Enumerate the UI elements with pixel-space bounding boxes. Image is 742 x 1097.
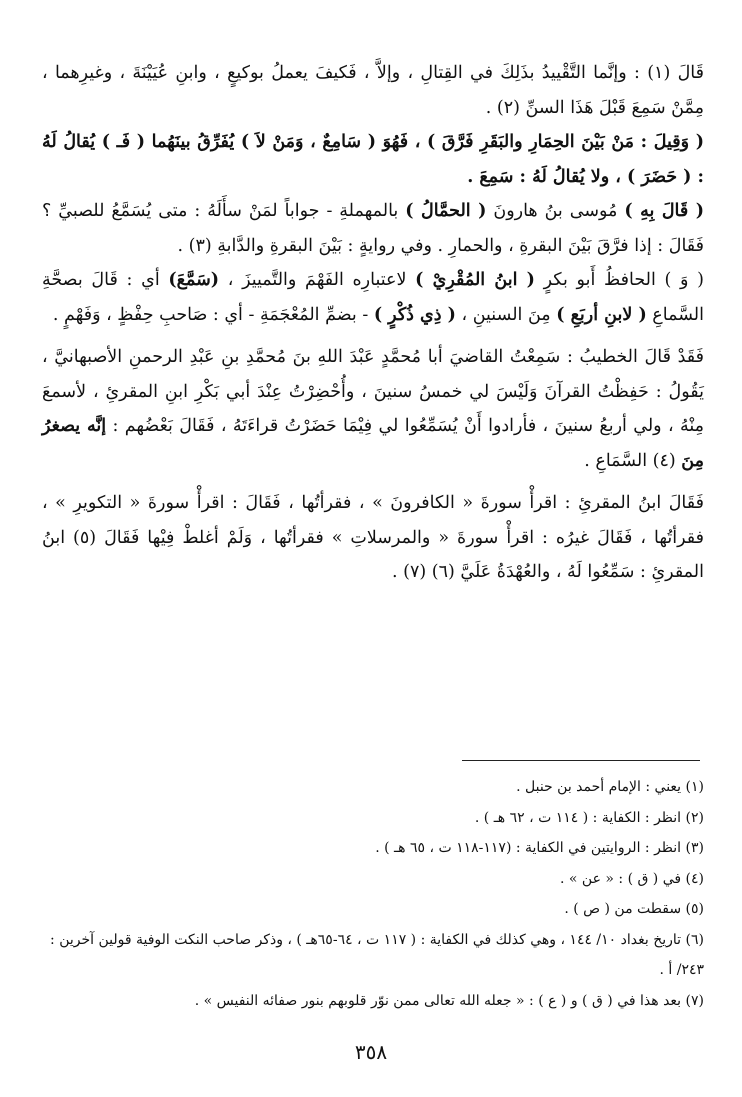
text-segment: (٤) السَّمَاعِ . [584, 450, 682, 471]
text-segment: أي : قَالَ بصحَّةِ السَّماعِ [42, 270, 704, 325]
text-segment: - بضمِّ المُعْجَمَةِ - أي : صَاحبِ حِفْظٍ ، وَفَهْمٍ . [52, 304, 374, 325]
paragraph-qala-bihi [42, 194, 704, 263]
text-segment: مُوسى بنُ هارونَ [486, 201, 625, 221]
paragraph-al-khatib [42, 340, 704, 478]
paragraph-wa-qila [42, 125, 704, 194]
text-segment: ( ذِي ذُكْرٍ ) [373, 304, 456, 325]
text-segment: (سَمَّعَ) [168, 270, 220, 290]
text-segment: ( وَقِيلَ : مَنْ بَيْنَ الحِمَارِ والبَقَرِ فَرَّقَ ) ، فَهُوَ ( سَامِعٌ ، وَمَنْ لاَ ) يُفَرِّقُ بينَهُما ( فَـ ) يُقالُ لَهُ : ( حَضَرَ ) ، ولا يُقالُ لَهُ : سَمِعَ . [42, 132, 704, 187]
footnote-7: (٧) بعد هذا في ( ق ) و ( ع ) : « جعله الله تعالى ممن نوّر قلوبهم بنور صفائه النفيس » . [194, 992, 704, 1009]
footnote-3: (٣) انظر : الروايتين في الكفاية : (١١٧-١١٨ ت ، ٦٥ هـ ) . [375, 840, 704, 856]
footnote-separator [462, 760, 700, 761]
text-segment: بالمهملةِ - جواباً لمَنْ سأَلَهُ : متى يُسَمَّعُ للصبيِّ ؟ فَقَالَ : إذا فرَّقَ بَيْنَ البقرةِ ، والحمارِ . وفي روايةٍ : بَيْنَ البقرةِ والدَّابةِ (٣) . [42, 201, 704, 256]
text-segment: فَقَدْ قَالَ الخطيبُ : سَمِعْتُ القاضيَ أبا مُحمَّدٍ عَبْدَ اللهِ بنَ مُحمَّدِ بنِ عَبْدِ الرحمنِ الأصبهانيَّ ، يَقُولُ : حَفِظْتُ القرآنَ وَلَيْسَ لي خمسُ سنينَ ، وأُحْضِرْتُ عِنْدَ أبي بَكْرِ ابنِ المقرئِ ، لأسمعَ مِنْهُ ، ولي أربعُ سنينَ ، فأرادوا أَنْ يُسَمِّعُوا لي فِيْمَا حَضَرْتُ قراءَتَهُ ، فَقَالَ بَعْضُهم : [42, 347, 704, 436]
footnote-2: (٢) انظر : الكفاية : ( ١١٤ ت ، ٦٢ هـ ) . [474, 809, 704, 826]
footnote-4: (٤) في ( ق ) : « عن » . [560, 870, 704, 887]
text-segment: قَالَ (١) : وإنَّما التَّقْييدُ بذَلِكَ في القِتالِ ، وإلاَّ ، فَكيفَ يعملُ بوكيعٍ ، وابنِ عُيَيْنَةَ ، وغيرِهما ، مِمَّنْ سَمِعَ قَبْلَ هَذَا السنِّ (٢) . [42, 63, 704, 118]
text-segment: ( قَالَ بِهِ ) [624, 201, 704, 221]
footnote-6: (٦) تاريخ بغداد ١٠/ ١٤٤ ، وهي كذلك في الكفاية : ( ١١٧ ت ، ٦٤-٦٥هـ ) ، وذكر صاحب النكت الوفية قولين آخرين : ٢٤٣/ أ . [50, 931, 704, 978]
main-text [42, 56, 704, 590]
text-segment: ( ابنُ المُقْرِيْ ) [415, 270, 535, 290]
text-segment: ( لابنِ أربَعِ ) [556, 304, 647, 325]
text-segment: فَقَالَ ابنُ المقرئِ : اقرأْ سورةَ « الكافرونَ » ، فقرأتُها ، فَقَالَ : اقرأْ سورةَ « التكويرِ » ، فقرأتُها ، فَقَالَ غيرُه : اقرأْ سورةَ « والمرسلاتِ » فقرأتُها ، وَلَمْ أغلطْ فِيْها فَقَالَ (٥) ابنُ المقرئِ : سَمِّعُوا لَهُ ، والعُهْدَةُ عَلَيَّ (٦) (٧) . [42, 493, 704, 582]
text-segment: مِنَ السنينِ ، [455, 304, 557, 325]
paragraph-ibn-al-muqri [42, 263, 704, 332]
paragraph-qala-inna-maa-altaqyid [42, 56, 704, 125]
text-segment: إنَّه يصغرُ مِنَ [42, 416, 704, 471]
footnotes [42, 772, 704, 1016]
paragraph-surah-reading [42, 486, 704, 590]
page-number: ٣٥٨ [354, 1040, 388, 1064]
text-segment: ( الحمَّالُ ) [405, 201, 487, 221]
footnote-5: (٥) سقطت من ( ص ) . [564, 901, 704, 917]
text-segment: ( وَ ) الحافظُ أَبو بكرٍ [534, 270, 704, 290]
footnote-1: (١) يعني : الإمام أحمد بن حنبل . [516, 779, 704, 795]
text-segment: لاعتبارِه الفَهْمَ والتَّمييزَ ، [219, 270, 416, 290]
